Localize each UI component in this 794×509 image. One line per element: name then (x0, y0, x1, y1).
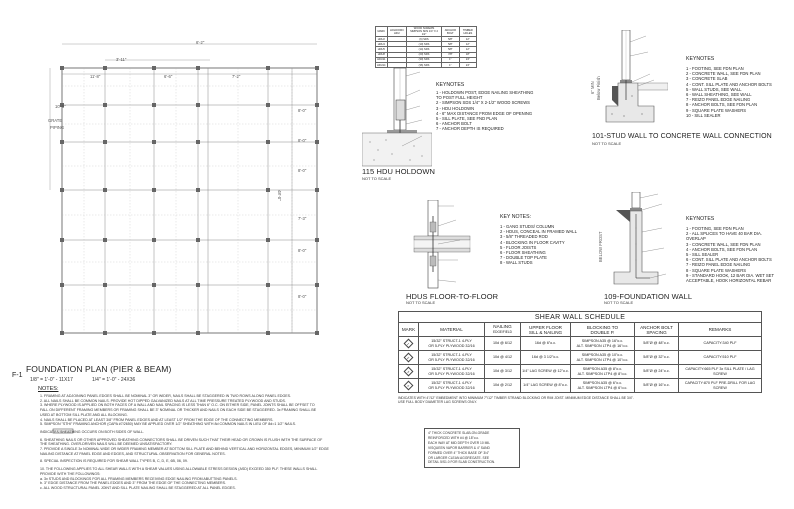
hdus-floor-subtitle: NOT TO SCALE (406, 300, 436, 305)
table-cell: 7/8" (441, 52, 459, 57)
note-line: USED AT BOTTOM SILL PLATE AND ALL BLOCKING. (40, 412, 128, 417)
foundation-plan-scale-1: 1/8" = 1'-0" - 11X17 (30, 377, 73, 383)
blocking-cell (571, 337, 635, 351)
table-row (399, 365, 762, 379)
plan-dim-right-overall: 48'-0" (277, 190, 282, 201)
header-label: REMARKS (708, 327, 732, 332)
table-cell: 5/8" (441, 47, 459, 52)
sheet-label: F-1 (12, 372, 23, 379)
remarks-cell: CAPACITY:665 PLF 3x SILL PLATE / LAG SCREW (679, 365, 762, 379)
keynote-item: 6 - ANCHOR BOLT (436, 121, 472, 127)
hdu-table-header: MARK (376, 27, 388, 37)
keynote-item: 1 - FOOTING, SEE FDN PLAN (686, 66, 744, 71)
header-label: UPPER FLOOR (529, 324, 562, 330)
slab-note-line: DETAIL 5/S1.0 FOR SLAB CONSTRUCTION. (428, 460, 496, 465)
keynote-item: ACCEPTABLE, HOOK HORIZONTAL REBAR (686, 278, 772, 284)
foundation-wall-keynotes-list (686, 226, 774, 283)
note-line: NAILING DISTANCE AT PANEL EDGE AND EDGES, AND STRUCTURAL OBSERVATION FOR GENERAL NOTES. (40, 451, 226, 456)
keynote-item: 5 - SILL SEALER (686, 252, 719, 258)
note-line: 7. PROVIDE A SINGLE 3x NOMINAL WIDE OR WIDER FRAMING MEMBER AT BOTTOM SILL PLATE AND BEHIND VERTICAL AND HORIZONTAL EDGES, MINIMUM 1/2" EDGE (40, 447, 329, 452)
keynote-item: 5 - SILL PLATE, SEE FND PLAN (436, 116, 498, 122)
table-cell: 1" (441, 62, 459, 67)
table-cell: 5/8" (441, 42, 459, 47)
keynote-item: 3 - CONCRETE WALL, SEE FDN PLAN (686, 241, 761, 247)
col-upper (521, 323, 571, 337)
hdu-schedule-table (375, 26, 477, 68)
anchor-cell: 5/8"Ø @ 32"o.c. (635, 351, 679, 365)
keynote-item: OVERLAP (686, 236, 706, 242)
header-label: MARK (401, 327, 416, 332)
plan-dim-right-2: 8'-0" (298, 138, 307, 143)
cell-line: 15/32" STRUCT-1 4-PLY (431, 367, 472, 371)
keynote-item: 2 - CONCRETE WALL, SEE FDN PLAN (686, 71, 761, 77)
cell-line: SIMPSON A35 @ 16"o.c. (581, 339, 624, 343)
hdu-keynotes-heading: KEYNOTES (436, 82, 465, 88)
table-cell: 24" (459, 62, 476, 67)
shear-wall-schedule (398, 311, 762, 404)
stud-wall-keynotes-list (686, 66, 772, 118)
plan-dim-seg1: 11'-8" (90, 74, 101, 79)
keynote-item: 8 - WALL STUDS (500, 260, 533, 266)
keynote-item: 8 - ANCHOR BOLTS, SEE FDN PLAN (686, 102, 758, 108)
keynote-item: 5 - FLOOR JOISTS (500, 244, 537, 250)
table-cell: 18" (459, 52, 476, 57)
table-cell: 5/8" (441, 37, 459, 42)
table-cell: HDU2 (376, 37, 388, 42)
cell-line: ALT. SIMPSON LTP4 @ 6"o.c. (577, 385, 628, 390)
note-line: FALL ON DIFFERENT FRAMING MEMBERS OR FRAMING SHALL BE 3" NOMINAL OR THICKER AND NAILS ON EACH SIDE BE STAGGERED. 3x FRAMING SHALL BE (40, 408, 317, 413)
table-cell: (14) SDS (407, 47, 442, 52)
col-remarks (679, 323, 762, 337)
plan-dim-right-3: 8'-0" (298, 168, 307, 173)
upper-cell: 16d @ 6"o.c. (521, 337, 571, 351)
plan-dim-left: 10'-5" (55, 104, 66, 109)
keynote-item: 2 - ALL SPLICES TO HAVE 40 BAR DIA. (686, 231, 762, 237)
note-line: 6. SHEATHING NAILS OR OTHER APPROVED SHEATHING CONNECTORS SHALL BE DRIVEN SUCH THAT THEIR HEAD OR CROWN IS FLUSH WITH THE SURFACE OF (40, 437, 323, 442)
table-cell: HDU14 (377, 63, 386, 67)
stud-wall-side-label-1: 6" MIN (590, 81, 595, 94)
col-material (419, 323, 485, 337)
material-cell (419, 351, 485, 365)
notes-heading: NOTES: (38, 386, 59, 392)
header-sublabel: SILL & NAILING (528, 329, 563, 335)
table-cell: (6) SDS (407, 37, 442, 42)
upper-cell: 1/4" LAG SCREW @ 12"o.c. (521, 365, 571, 379)
keynote-item: 8 - SQUARE PLATE WASHERS (686, 267, 747, 273)
stud-wall-drawing (598, 30, 668, 130)
notes-body (40, 394, 385, 491)
plan-dim-seg2: 6'-6" (164, 74, 173, 79)
foundation-wall-drawing (606, 192, 676, 288)
mark-cell (399, 337, 419, 351)
schedule-footnote-2: USE FULL BODY DIAMETER LAG SCREWS ONLY. (398, 400, 478, 404)
mark-cell (399, 379, 419, 393)
slab-note-box (424, 428, 520, 468)
hdu-detail-title: 115 HDU HOLDOWN (362, 167, 436, 176)
keynote-item: 2 - HDUS, CONCEAL IN FRAMED WALL (500, 229, 577, 235)
stud-wall-title: 101-STUD WALL TO CONCRETE WALL CONNECTION (592, 133, 772, 140)
plan-dim-overall: 3'-11" (116, 57, 127, 62)
note-line: 3. WHERE PLYWOOD IS APPLIED ON BOTH FACES OF A WALL AND NAIL SPACING IS LESS THAN 6" O.C. ON EITHER SIDE, PANEL JOINTS SHALL BE OFFSET TO (40, 403, 315, 408)
table-cell: (36) SDS (407, 62, 442, 67)
plan-left-label-2: PIPING (50, 125, 65, 130)
cell-line: OR 5-PLY PLYWOOD 32/16 (428, 357, 475, 362)
stud-wall-side-label-2: Below Finish (596, 76, 601, 100)
upper-cell: 1/4" LAG SCREW @ 8"o.c. (521, 379, 571, 393)
note-line: 5. SIMPSON "STHI" FRAMING ANCHOR (CAPA #7/2650) MAY BE APPLIED OVER 1/2" SHEATHING WITH 8d COMMON NAILS IN LIEU OF 8d=1 1/2" NAILS. (40, 422, 296, 427)
keynote-item: 4 - CONT. SILL PLATE AND ANCHOR BOLTS (686, 81, 772, 87)
note-line: PROVIDE WITH THE FOLLOWINGS: (40, 471, 101, 476)
col-nailing (485, 323, 521, 337)
shear-schedule-table (398, 322, 762, 393)
stud-wall-subtitle: NOT TO SCALE (592, 141, 622, 146)
keynote-item: 3 - HDU HOLDOWN (436, 105, 475, 111)
blocking-cell (571, 365, 635, 379)
keynote-item: 4 - ANCHOR BOLTS, SEE FDN PLAN (686, 246, 758, 252)
hdus-floor-drawing (410, 200, 480, 290)
hdu-detail-subtitle: NOT TO SCALE (362, 176, 392, 181)
table-cell: 12" (459, 37, 476, 42)
cell-line: OR 5-PLY PLYWOOD 32/16 (428, 371, 475, 376)
keynote-item: 7 - REIZO PANEL EDGE NAILING (686, 97, 751, 103)
cell-line: ALT. SIMPSON LTP4 @ 10"o.c. (576, 357, 629, 362)
keynote-item: 2 - SIMPSON SDS 1/4" X 2-1/2" WOOD SCREWS (436, 100, 530, 106)
foundation-wall-side-label: BELOW FROST (598, 231, 603, 262)
keynote-item: 3 - CONCRETE SLAB (686, 76, 728, 82)
hdu-table-header: ANCHOR BOLT (441, 27, 459, 37)
foundation-plan-title: FOUNDATION PLAN (PIER & BEAM) (26, 364, 172, 374)
cell-line: SIMPSON A35 @ 10"o.c. (581, 353, 624, 357)
mark-badge: 4 (404, 381, 414, 391)
col-anchor (635, 323, 679, 337)
table-cell: HDU5 (376, 47, 388, 52)
note-line: 4. NAILS SHALL BE PLACED AT LEAST 3/8" FROM PANEL EDGES AND AT LEAST 1/2" FROM THE EDGE OF THE CONNECTING MEMBERS. (40, 417, 274, 422)
foundation-wall-keynotes-heading: KEYNOTES (686, 216, 715, 222)
plan-dim-right-4: 7'-3" (298, 216, 307, 221)
plan-dim-top: 6'-2" (196, 40, 205, 45)
cell-line: 15/32" STRUCT-1 4-PLY (431, 339, 472, 343)
hdu-table-header: WOOD SCREWS SIMPSON SDS 1/4" X 2 1/2" (407, 27, 442, 37)
foundation-wall-subtitle: NOT TO SCALE (604, 300, 634, 305)
hdu-table-header: HOLDOWN HDU (387, 27, 407, 37)
cell-line: 15/32" STRUCT-1 4-PLY (431, 381, 472, 385)
anchor-cell: 5/8"Ø @ 16"o.c. (635, 379, 679, 393)
material-cell (419, 379, 485, 393)
remarks-cell: CAPACITY:340 PLF (679, 337, 762, 351)
foundation-plan-scale-2: 1/4" = 1'-0" - 24X36 (92, 377, 136, 383)
note-line: a. 3x STUDS AND BLOCKINGS FOR ALL FRAMING MEMBERS RECEIVING EDGE NAILING FROM ABUTTING PANELS. (40, 476, 238, 481)
header-label: MATERIAL (440, 327, 463, 332)
note-line: c. ALL WOOD STRUCTURAL PANEL JOINT AND SILL PLATE NAILING SHALL BE STAGGERED AT ALL PANEL EDGES. (40, 485, 236, 490)
hdus-floor-keynotes-heading: KEY NOTES: (500, 214, 532, 220)
note-line: 8. SPECIAL INSPECTION IS REQUIRED FOR SHEAR WALL TYPES B, C, D, E, 6B, 06, 09. (40, 459, 188, 464)
keynote-item: 1 - HOLDOWN POST, EDGE NAILING SHEATHING (436, 90, 534, 95)
keynote-item: 9 - SQUARE PLATE WASHERS (686, 107, 747, 113)
slab-note-line: EACH WAY AT MID DEPTH OVER 10 MIL (428, 440, 491, 445)
nailing-cell: 10d @ 3/12 (485, 365, 521, 379)
keynote-item: 1 - FOOTING, SEE FDN PLAN (686, 226, 744, 231)
mark-badge: 2 (404, 353, 414, 363)
sheathing-both-sides-symbol (52, 428, 74, 434)
hdu-holdown-drawing (362, 66, 432, 176)
note-line: THE SHEATHING. OVER-DRIVEN NAILS WILL BE DEEMED UNSATISFACTORY. (40, 442, 173, 447)
table-row (399, 337, 762, 351)
cell-line: SIMPSON A35 @ 6"o.c. (582, 381, 623, 385)
table-cell: HDU11 (377, 58, 386, 62)
table-cell: (30) SDS (407, 57, 442, 62)
keynote-item: 7 - DOUBLE TOP PLATE (500, 255, 547, 261)
material-cell (419, 365, 485, 379)
schedule-footnote-1: INDICATES WITH 4"/12" EMBEDMENT INTO MINIMUM 7"/12" TIMBER STRAND BLOCKING OR RIM JOIST. MINIMUM EDGE DISTANCE SHALL BE 3/4". (398, 396, 634, 400)
hdus-floor-keynotes-list (500, 224, 577, 266)
table-cell: 12" (459, 47, 476, 52)
header-sublabel: EDGE/FIELD (493, 330, 512, 334)
note-line: b. 3" EDGE DISTANCE FROM THE PANEL EDGES AND 3" FROM THE EDGE OF THE CONNECTING MEMBERS. (40, 481, 226, 486)
table-cell: 1" (441, 57, 459, 62)
table-cell: (10) SDS (407, 42, 442, 47)
table-cell: (20) SDS (407, 52, 442, 57)
keynote-item: 6 - CONT. SILL PLATE AND ANCHOR BOLTS (686, 257, 772, 263)
keynote-item: 1 - GANG STUDS/ COLUMN (500, 224, 555, 229)
anchor-cell: 5/8"Ø @ 48"o.c. (635, 337, 679, 351)
keynote-item: TO POST FULL HEIGHT (436, 95, 483, 101)
col-mark (399, 323, 419, 337)
keynote-item: 7 - ANCHOR DEPTH IS REQUIRED (436, 126, 504, 132)
nailing-cell: 10d @ 4/12 (485, 351, 521, 365)
anchor-cell: 5/8"Ø @ 24"o.c. (635, 365, 679, 379)
table-cell: 24" (459, 57, 476, 62)
slab-note-line: VISQUEEN VAPOR BARRIER & 4" SAND (428, 445, 490, 450)
header-label: NAILING (493, 324, 512, 329)
slab-note-line: 4" THICK CONCRETE SLAB-ON-GRADE (428, 431, 490, 435)
table-row (399, 379, 762, 393)
note-line: 1. FRAMING AT ADJOINING PANEL EDGES SHALL BE NOMINAL 3" OR WIDER, NAILS SHALL BE STAGGERED IN TWO ROWS ALONG PANEL EDGES. (40, 394, 292, 398)
plan-dim-right-1: 8'-0" (298, 108, 307, 113)
foundation-wall-title: 109-FOUNDATION WALL (604, 292, 693, 301)
foundation-plan-drawing (40, 30, 340, 350)
upper-cell: 16d @ 3 1/2"o.c. (521, 351, 571, 365)
slab-note-line: REINFORCED WITH #4 @ 18"o.c. (428, 435, 480, 440)
nailing-cell: 10d @ 2/12 (485, 379, 521, 393)
keynote-item: 9 - STANDARD HOOK, 12 BAR DIA. WET SET (686, 272, 775, 278)
cell-line: SIMPSON A35 @ 8"o.c. (582, 367, 623, 371)
keynote-item: 10 - SILL SEALER (686, 112, 721, 118)
shear-schedule-title: SHEAR WALL SCHEDULE (398, 311, 762, 322)
cell-line: 15/32" STRUCT-1 4-PLY (431, 353, 472, 357)
plan-dim-seg3: 7'-2" (232, 74, 241, 79)
mark-cell (399, 365, 419, 379)
cell-line: ALT. SIMPSON LTP4 @ 16"o.c. (576, 343, 629, 348)
header-label: BLOCKING TO (586, 324, 619, 330)
hdu-table-header: TIMBER HOLES (459, 27, 476, 37)
nailing-cell: 10d @ 6/12 (485, 337, 521, 351)
keynote-item: 7 - REIZO PANEL EDGE NAILING (686, 262, 751, 268)
keynote-item: 3 - 5/8" THREADED ROD (500, 234, 548, 240)
keynote-item: 4 - 6" MAX DISTANCE FROM EDGE OF OPENING (436, 110, 533, 116)
header-label: ANCHOR BOLT (640, 324, 673, 330)
keynote-item: 6 - FLOOR SHEATHING (500, 250, 546, 256)
mark-cell (399, 351, 419, 365)
remarks-cell: CAPACITY:510 PLF (679, 351, 762, 365)
header-sublabel: SPACING (646, 329, 667, 335)
cell-line: ALT. SIMPSON LTP4 @ 8"o.c. (577, 371, 628, 376)
stud-wall-keynotes-heading: KEYNOTES (686, 56, 715, 62)
blocking-cell (571, 379, 635, 393)
note-line: INDICATES SHEATHING OCCURS ON BOTH SIDES OF WALL. (40, 429, 144, 434)
hdus-floor-title: HDUS FLOOR-TO-FLOOR (406, 292, 499, 301)
table-row (399, 351, 762, 365)
slab-note-line: FORMED OVER 4" THICK BASE OF 3/4" (428, 450, 490, 455)
hdu-keynotes-list (436, 90, 533, 132)
mark-badge: 3 (404, 367, 414, 377)
table-cell: HDU8 (376, 52, 388, 57)
cell-line: OR 5-PLY PLYWOOD 32/16 (428, 343, 475, 348)
remarks-cell: CAPACITY:870 PLF PRE-DRILL FOR LAG SCREW (679, 379, 762, 393)
blocking-cell (571, 351, 635, 365)
mark-badge: 1 (404, 339, 414, 349)
slab-note-line: OR LARGER CLEAN AGGREGATE. SEE (428, 455, 490, 460)
keynote-item: 5 - WALL STUDS, SEE WALL (686, 86, 742, 92)
plan-left-label-1: GRATE (48, 118, 63, 123)
cell-line: OR 5-PLY PLYWOOD 32/16 (428, 385, 475, 390)
keynote-item: 6 - WALL SHEATHING, SEE WALL (686, 92, 752, 98)
header-sublabel: DOUBLE P. (590, 329, 615, 335)
plan-dim-right-6: 8'-0" (298, 294, 307, 299)
material-cell (419, 337, 485, 351)
table-cell: HDU4 (376, 42, 388, 47)
keynote-item: 4 - BLOCKING IN FLOOR CAVITY (500, 239, 565, 245)
table-cell: 12" (459, 42, 476, 47)
note-line: 2. ALL NAILS SHALL BE COMMON NAILS. PROVIDE HOT DIPPED GALVANIZED NAILS AT ALL TIME PRESSURE TREATED PLYWOOD AND STUDS. (40, 398, 286, 403)
col-blocking (571, 323, 635, 337)
note-line: 10. THE FOLLOWING APPLIES TO ALL SHEAR WALLS WITH A SHEAR VALUES USING ALLOWABLE STRESS DESIGN (ASD) EXCEED 350 PLF. THESE WALLS SHALL (40, 467, 318, 472)
plan-dim-right-5: 8'-0" (298, 248, 307, 253)
